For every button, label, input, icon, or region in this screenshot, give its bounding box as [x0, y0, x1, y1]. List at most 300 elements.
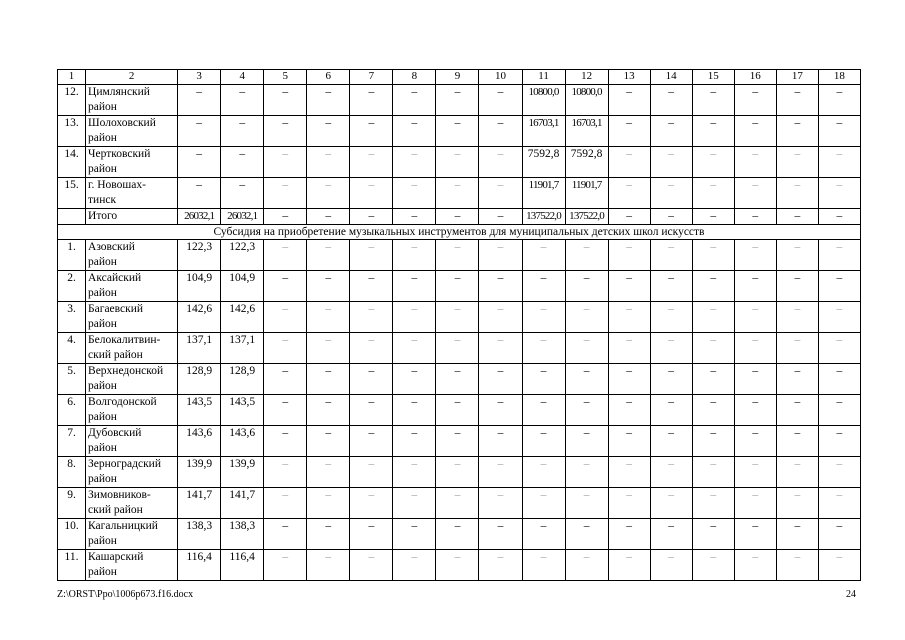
- empty-cell: –: [608, 240, 650, 271]
- empty-cell: –: [522, 271, 565, 302]
- empty-cell: –: [818, 550, 860, 581]
- empty-cell: –: [776, 395, 818, 426]
- empty-cell: –: [650, 519, 692, 550]
- empty-cell: –: [522, 364, 565, 395]
- empty-cell: –: [692, 457, 734, 488]
- empty-cell: –: [307, 116, 350, 147]
- empty-cell: –: [565, 240, 608, 271]
- empty-cell: –: [522, 240, 565, 271]
- row-number: 3.: [58, 302, 86, 333]
- empty-cell: –: [350, 240, 393, 271]
- row-number: 15.: [58, 178, 86, 209]
- district-name-line: Кагальницкий: [88, 520, 158, 532]
- empty-cell: –: [393, 240, 436, 271]
- empty-cell: –: [692, 302, 734, 333]
- empty-cell: –: [650, 302, 692, 333]
- district-name-line: район: [88, 163, 117, 175]
- district-name: [86, 457, 178, 488]
- empty-cell: –: [393, 302, 436, 333]
- empty-cell: –: [479, 488, 522, 519]
- empty-cell: –: [436, 240, 479, 271]
- empty-cell: –: [650, 333, 692, 364]
- empty-cell: –: [608, 178, 650, 209]
- row-number: 9.: [58, 488, 86, 519]
- value-cell: 116,4: [178, 550, 221, 581]
- column-header: 8: [393, 70, 436, 85]
- table-row: [58, 364, 861, 395]
- district-name: [86, 240, 178, 271]
- empty-cell: –: [776, 457, 818, 488]
- district-name-line: Верхнедонской: [88, 365, 164, 377]
- empty-cell: –: [734, 147, 776, 178]
- empty-cell: –: [608, 271, 650, 302]
- district-name-line: район: [88, 318, 117, 330]
- district-name: [86, 395, 178, 426]
- empty-cell: –: [350, 271, 393, 302]
- row-number: 8.: [58, 457, 86, 488]
- empty-cell: –: [350, 178, 393, 209]
- empty-cell: –: [692, 488, 734, 519]
- value-cell: 137,1: [178, 333, 221, 364]
- empty-cell: –: [734, 209, 776, 225]
- district-name-line: район: [88, 287, 117, 299]
- empty-cell: –: [650, 395, 692, 426]
- district-name-line: ский район: [88, 349, 143, 361]
- value-cell: –: [178, 85, 221, 116]
- empty-cell: –: [650, 550, 692, 581]
- empty-cell: –: [393, 364, 436, 395]
- empty-cell: –: [522, 426, 565, 457]
- district-name-line: ский район: [88, 504, 143, 516]
- column-header: 10: [479, 70, 522, 85]
- empty-cell: –: [307, 240, 350, 271]
- empty-cell: –: [608, 85, 650, 116]
- district-name-line: Шолоховский: [88, 117, 156, 129]
- empty-cell: –: [522, 457, 565, 488]
- table-row: [58, 457, 861, 488]
- table-row: [58, 209, 861, 225]
- empty-cell: –: [393, 271, 436, 302]
- empty-cell: –: [734, 550, 776, 581]
- table-row: [58, 147, 861, 178]
- empty-cell: –: [818, 147, 860, 178]
- district-name: [86, 116, 178, 147]
- table-row: [58, 550, 861, 581]
- district-name-line: Цимлянский: [88, 86, 150, 98]
- empty-cell: –: [307, 519, 350, 550]
- district-name-line: район: [88, 473, 117, 485]
- empty-cell: –: [479, 147, 522, 178]
- row-number: 2.: [58, 271, 86, 302]
- district-name: [86, 85, 178, 116]
- value-cell: 143,6: [221, 426, 264, 457]
- empty-cell: –: [479, 302, 522, 333]
- empty-cell: –: [479, 116, 522, 147]
- empty-cell: –: [264, 147, 307, 178]
- empty-cell: –: [436, 364, 479, 395]
- value-cell: 143,5: [178, 395, 221, 426]
- empty-cell: –: [264, 333, 307, 364]
- empty-cell: –: [650, 178, 692, 209]
- empty-cell: –: [818, 395, 860, 426]
- district-name: [86, 519, 178, 550]
- empty-cell: –: [393, 209, 436, 225]
- empty-cell: –: [818, 85, 860, 116]
- value-cell: 10800,0: [565, 85, 608, 116]
- column-header: 13: [608, 70, 650, 85]
- value-cell: 137522,0: [565, 209, 608, 225]
- value-cell: 138,3: [178, 519, 221, 550]
- value-cell: 116,4: [221, 550, 264, 581]
- value-cell: 137,1: [221, 333, 264, 364]
- district-name: [86, 364, 178, 395]
- empty-cell: –: [393, 519, 436, 550]
- value-cell: 11901,7: [565, 178, 608, 209]
- empty-cell: –: [818, 302, 860, 333]
- value-cell: 16703,1: [522, 116, 565, 147]
- empty-cell: –: [393, 550, 436, 581]
- empty-cell: –: [818, 426, 860, 457]
- empty-cell: –: [734, 395, 776, 426]
- section-row: [58, 225, 861, 240]
- empty-cell: –: [479, 333, 522, 364]
- empty-cell: –: [307, 147, 350, 178]
- empty-cell: –: [522, 519, 565, 550]
- empty-cell: –: [608, 333, 650, 364]
- empty-cell: –: [264, 395, 307, 426]
- empty-cell: –: [436, 426, 479, 457]
- value-cell: 142,6: [221, 302, 264, 333]
- district-name-line: район: [88, 256, 117, 268]
- empty-cell: –: [734, 178, 776, 209]
- empty-cell: –: [692, 426, 734, 457]
- empty-cell: –: [307, 488, 350, 519]
- value-cell: –: [178, 178, 221, 209]
- empty-cell: –: [608, 364, 650, 395]
- empty-cell: –: [393, 426, 436, 457]
- table-row: [58, 271, 861, 302]
- district-name-line: Аксайский: [88, 272, 142, 284]
- empty-cell: –: [436, 302, 479, 333]
- empty-cell: –: [393, 488, 436, 519]
- empty-cell: –: [818, 364, 860, 395]
- value-cell: 139,9: [221, 457, 264, 488]
- empty-cell: –: [350, 457, 393, 488]
- value-cell: 143,6: [178, 426, 221, 457]
- value-cell: –: [178, 147, 221, 178]
- empty-cell: –: [522, 550, 565, 581]
- empty-cell: –: [608, 302, 650, 333]
- empty-cell: –: [264, 550, 307, 581]
- empty-cell: –: [734, 519, 776, 550]
- empty-cell: –: [264, 457, 307, 488]
- empty-cell: –: [776, 178, 818, 209]
- empty-cell: –: [650, 85, 692, 116]
- table-header-row: [58, 70, 861, 85]
- empty-cell: –: [692, 519, 734, 550]
- district-name-line: Волгодонской: [88, 396, 157, 408]
- empty-cell: –: [692, 147, 734, 178]
- empty-cell: –: [479, 550, 522, 581]
- value-cell: 138,3: [221, 519, 264, 550]
- district-name-line: Зимовников-: [88, 489, 151, 501]
- district-name: [86, 147, 178, 178]
- row-number: 11.: [58, 550, 86, 581]
- district-name-line: г. Новошах-: [88, 179, 146, 191]
- column-header: 1: [58, 70, 86, 85]
- row-number: 13.: [58, 116, 86, 147]
- empty-cell: –: [565, 457, 608, 488]
- empty-cell: –: [565, 333, 608, 364]
- district-name-line: Зерноградский: [88, 458, 161, 470]
- empty-cell: –: [264, 116, 307, 147]
- row-number: 12.: [58, 85, 86, 116]
- empty-cell: –: [436, 395, 479, 426]
- empty-cell: –: [565, 550, 608, 581]
- column-header: 17: [776, 70, 818, 85]
- district-name-line: Чертковский: [88, 148, 151, 160]
- district-name: [86, 178, 178, 209]
- empty-cell: –: [650, 488, 692, 519]
- subsidy-table: [57, 69, 861, 581]
- empty-cell: –: [734, 85, 776, 116]
- column-header: 6: [307, 70, 350, 85]
- empty-cell: –: [692, 209, 734, 225]
- empty-cell: –: [734, 426, 776, 457]
- empty-cell: –: [608, 395, 650, 426]
- row-number: 5.: [58, 364, 86, 395]
- empty-cell: –: [264, 240, 307, 271]
- empty-cell: –: [565, 519, 608, 550]
- column-header: 3: [178, 70, 221, 85]
- empty-cell: –: [818, 240, 860, 271]
- empty-cell: –: [436, 488, 479, 519]
- district-name-line: район: [88, 411, 117, 423]
- district-name-line: район: [88, 380, 117, 392]
- empty-cell: –: [692, 271, 734, 302]
- empty-cell: –: [264, 519, 307, 550]
- empty-cell: –: [692, 85, 734, 116]
- district-name-line: район: [88, 442, 117, 454]
- empty-cell: –: [565, 302, 608, 333]
- empty-cell: –: [608, 457, 650, 488]
- empty-cell: –: [692, 364, 734, 395]
- empty-cell: –: [522, 302, 565, 333]
- column-header: 12: [565, 70, 608, 85]
- empty-cell: –: [350, 426, 393, 457]
- empty-cell: –: [479, 271, 522, 302]
- empty-cell: –: [479, 85, 522, 116]
- empty-cell: –: [650, 457, 692, 488]
- district-name-line: тинск: [88, 194, 117, 206]
- empty-cell: –: [565, 364, 608, 395]
- value-cell: 141,7: [178, 488, 221, 519]
- empty-cell: –: [565, 488, 608, 519]
- table-row: [58, 85, 861, 116]
- column-header: 15: [692, 70, 734, 85]
- value-cell: 128,9: [178, 364, 221, 395]
- value-cell: 26032,1: [221, 209, 264, 225]
- empty-cell: –: [436, 116, 479, 147]
- empty-cell: –: [350, 550, 393, 581]
- empty-cell: –: [776, 271, 818, 302]
- district-name-line: район: [88, 535, 117, 547]
- empty-cell: –: [264, 488, 307, 519]
- empty-cell: –: [776, 240, 818, 271]
- value-cell: 7592,8: [565, 147, 608, 178]
- district-name: [86, 550, 178, 581]
- empty-cell: –: [307, 271, 350, 302]
- empty-cell: –: [692, 240, 734, 271]
- table-body: [58, 70, 861, 581]
- empty-cell: –: [307, 302, 350, 333]
- row-number: 10.: [58, 519, 86, 550]
- page-number: 24: [846, 589, 856, 600]
- empty-cell: –: [776, 364, 818, 395]
- value-cell: –: [221, 85, 264, 116]
- empty-cell: –: [393, 333, 436, 364]
- empty-cell: –: [522, 333, 565, 364]
- empty-cell: –: [734, 240, 776, 271]
- district-name: [86, 209, 178, 225]
- table-row: [58, 116, 861, 147]
- value-cell: –: [221, 116, 264, 147]
- district-name-line: Азовский: [88, 241, 135, 253]
- empty-cell: –: [650, 364, 692, 395]
- table-row: [58, 395, 861, 426]
- empty-cell: –: [350, 209, 393, 225]
- empty-cell: –: [734, 333, 776, 364]
- empty-cell: –: [350, 488, 393, 519]
- section-title: Субсидия на приобретение музыкальных инструментов для муниципальных детских школ искусств: [58, 225, 861, 240]
- empty-cell: –: [608, 209, 650, 225]
- empty-cell: –: [350, 395, 393, 426]
- column-header: 7: [350, 70, 393, 85]
- empty-cell: –: [350, 364, 393, 395]
- empty-cell: –: [479, 395, 522, 426]
- empty-cell: –: [692, 395, 734, 426]
- empty-cell: –: [776, 85, 818, 116]
- value-cell: 104,9: [178, 271, 221, 302]
- column-header: 5: [264, 70, 307, 85]
- empty-cell: –: [565, 395, 608, 426]
- district-name-line: Багаевский: [88, 303, 144, 315]
- empty-cell: –: [479, 209, 522, 225]
- row-number: 7.: [58, 426, 86, 457]
- empty-cell: –: [776, 302, 818, 333]
- district-name: [86, 333, 178, 364]
- empty-cell: –: [436, 178, 479, 209]
- empty-cell: –: [436, 519, 479, 550]
- row-number: 4.: [58, 333, 86, 364]
- empty-cell: –: [307, 333, 350, 364]
- value-cell: 141,7: [221, 488, 264, 519]
- value-cell: 122,3: [221, 240, 264, 271]
- empty-cell: –: [264, 178, 307, 209]
- empty-cell: –: [479, 178, 522, 209]
- empty-cell: –: [776, 116, 818, 147]
- empty-cell: –: [608, 147, 650, 178]
- empty-cell: –: [734, 364, 776, 395]
- empty-cell: –: [692, 116, 734, 147]
- row-number: 1.: [58, 240, 86, 271]
- value-cell: –: [221, 147, 264, 178]
- value-cell: –: [178, 116, 221, 147]
- district-name: [86, 426, 178, 457]
- empty-cell: –: [436, 550, 479, 581]
- empty-cell: –: [436, 333, 479, 364]
- empty-cell: –: [818, 488, 860, 519]
- empty-cell: –: [734, 116, 776, 147]
- district-name: [86, 271, 178, 302]
- empty-cell: –: [350, 519, 393, 550]
- empty-cell: –: [776, 519, 818, 550]
- district-name-line: Итого: [88, 210, 118, 222]
- empty-cell: –: [522, 488, 565, 519]
- empty-cell: –: [393, 395, 436, 426]
- empty-cell: –: [393, 116, 436, 147]
- empty-cell: –: [818, 457, 860, 488]
- empty-cell: –: [307, 457, 350, 488]
- value-cell: 139,9: [178, 457, 221, 488]
- district-name-line: Кашарский: [88, 551, 144, 563]
- empty-cell: –: [608, 550, 650, 581]
- district-name-line: район: [88, 101, 117, 113]
- row-number: [58, 209, 86, 225]
- table-row: [58, 519, 861, 550]
- empty-cell: –: [264, 302, 307, 333]
- empty-cell: –: [692, 178, 734, 209]
- table-row: [58, 240, 861, 271]
- footer-file-path: Z:\ORST\Ppo\1006p673.f16.docx: [57, 589, 194, 600]
- empty-cell: –: [608, 116, 650, 147]
- empty-cell: –: [436, 457, 479, 488]
- column-header: 16: [734, 70, 776, 85]
- district-name: [86, 302, 178, 333]
- table-row: [58, 302, 861, 333]
- district-name: [86, 488, 178, 519]
- empty-cell: –: [264, 271, 307, 302]
- empty-cell: –: [608, 519, 650, 550]
- column-header: 2: [86, 70, 178, 85]
- value-cell: 122,3: [178, 240, 221, 271]
- empty-cell: –: [818, 271, 860, 302]
- empty-cell: –: [608, 488, 650, 519]
- value-cell: 104,9: [221, 271, 264, 302]
- empty-cell: –: [650, 426, 692, 457]
- empty-cell: –: [264, 364, 307, 395]
- value-cell: 26032,1: [178, 209, 221, 225]
- empty-cell: –: [393, 147, 436, 178]
- district-name-line: Белокалитвин-: [88, 334, 161, 346]
- value-cell: 10800,0: [522, 85, 565, 116]
- empty-cell: –: [650, 147, 692, 178]
- row-number: 14.: [58, 147, 86, 178]
- empty-cell: –: [734, 271, 776, 302]
- value-cell: 142,6: [178, 302, 221, 333]
- empty-cell: –: [479, 457, 522, 488]
- district-name-line: район: [88, 132, 117, 144]
- empty-cell: –: [264, 426, 307, 457]
- empty-cell: –: [307, 364, 350, 395]
- empty-cell: –: [479, 426, 522, 457]
- table-row: [58, 488, 861, 519]
- empty-cell: –: [307, 85, 350, 116]
- empty-cell: –: [307, 550, 350, 581]
- empty-cell: –: [692, 550, 734, 581]
- empty-cell: –: [479, 364, 522, 395]
- empty-cell: –: [776, 333, 818, 364]
